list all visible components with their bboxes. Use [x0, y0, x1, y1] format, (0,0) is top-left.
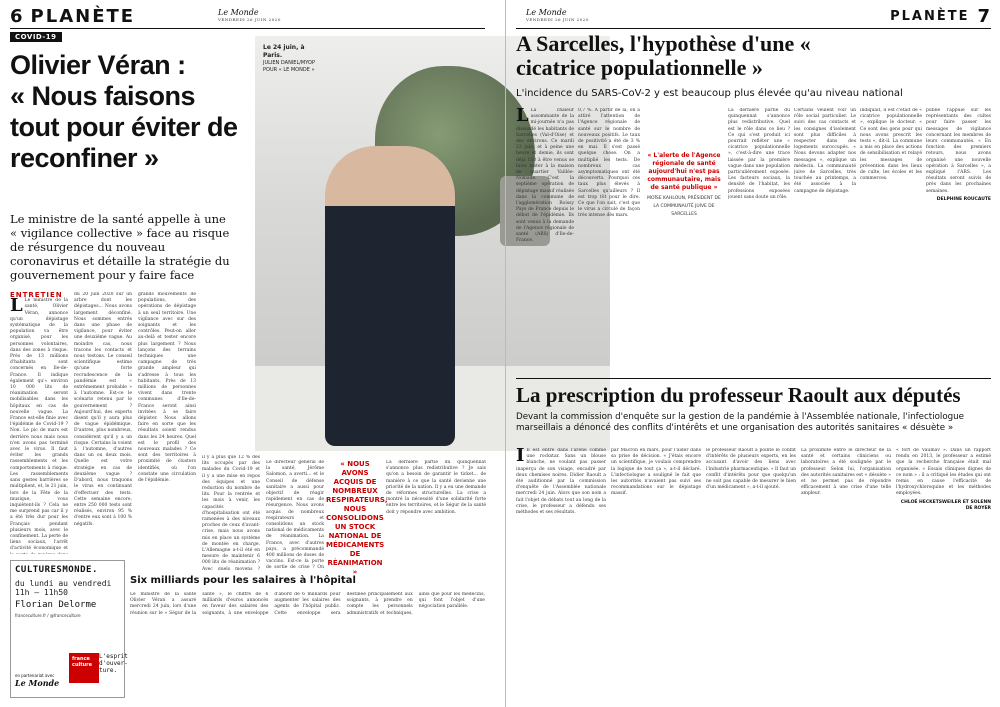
- box-text: [130, 592, 485, 697]
- header-rule: [10, 28, 485, 29]
- column-text: La dernière partie du quinquennat s'annonce plus redistributive ? Je sais qu'on a besoin de garantir le ticket... de manière à ce que la santé devienne une priorité de la nation. Il y a eu une demande de réformes structurelles. La crise a montré la nécessité d'une solidarité forte entre les territoires, et le Ségur de la santé doit y répondre avec ambition.: [386, 460, 486, 515]
- column-text: il y a plus que 12 % des lits occupés par des malades du Covid-19 et il y a une mise en repos des équipes et une reduction du nombre de lits. Pour la rentrée et les mois à venir, les capacités d'hospitalisation ont été ramenées à des niveaux proches de ceux d'avant-crise, mais nous avons mis en place un système de montée en charge. L'Allemagne a-t-il été en mesure de maintenir 6 000 lits de réanimation ? Avec quels moyens ?: [202, 455, 260, 570]
- ad-brand: CULTURESMONDE.: [15, 565, 98, 575]
- ad-host: Florian Delorme: [15, 600, 97, 610]
- raoult-column-5: [896, 448, 991, 700]
- interview-label: ENTRETIEN: [10, 292, 63, 299]
- masthead-date: VENDREDI 26 JUIN 2020: [218, 17, 281, 22]
- column-text: du 20 juin 2020 sur un arbre dont les dépistages... Nous avons largement déconfiné. Nous sommes entrés dans une phase de vigilance, pour éviter une deuxième vague. Au moindre cas, nous tracons les contacts et nous testons. Le conseil scientifique estime qu'une forte recrudescence de la pandémie est « extrêmement probable » à l'automne. Est-ce le scénario retenu par le gouvernement ? Aujourd'hui, des experts disent qu'il y aura plus de vague épidémique. D'autres, plus nombreux, considèrent qu'il y a un risque. Certains la voient à l'automne, d'autres dans un ou deux mois. Quelle est votre stratégie en cas de deuxième vague ? D'abord, nous traquons le virus en continuant d'effectuer des tests. Cette semaine encore, entre 250 000 tests sont réalisés, environ 95 % d'entre eux sont à 100 % négatifs.: [74, 292, 132, 527]
- sarcelles-column-6: [926, 108, 991, 373]
- sarcelles-column-2: [578, 108, 640, 373]
- raoult-column-2: [611, 448, 701, 700]
- ad-partner: [15, 673, 59, 688]
- byline: CHLOÉ HECKETSWEILER ET SOLENN DE ROYER: [900, 499, 991, 511]
- right-header: [890, 6, 990, 26]
- masthead-right: [526, 8, 589, 22]
- raoult-column-1: I Il est entré dans l'arène comme une rockstar. Sans un blouse blanche, ne voulant pas passer inaperçu de son visage, encadré par deux chemises noires. Didier Raoult a été auditionné par la commission d'enquête de l'Assemblée nationale mercredi 24 juin. Alors que son nom a fait l'objet de débats tout au long de la crise, le professeur a défendu ses méthodes et ses résultats.: [516, 448, 606, 516]
- headline-sarcelles: A Sarcelles, l'hypothèse d'une « cicatrice populationnelle »: [516, 31, 811, 80]
- deck: Le ministre de la santé appelle à une « vigilance collective » face au risque de résurgence du nouveau coronavirus et détaille la stratégie du gouvernement pour y faire face: [10, 212, 230, 282]
- column-text: par Macron en mars, pour l'aider dans sa prise de décision. « J'étais encore un scientifique, je voulais comprendre la logique de tout ça », a-t-il déclaré. L'infectiologue a souligné le fait que les autorités n'avaient pas suivi ses recommandations sur le dépistage massif.: [611, 448, 701, 497]
- deck-sarcelles: L'incidence du SARS-CoV-2 y est beaucoup plus élevée qu'au niveau national: [516, 88, 903, 99]
- masthead-logo: Le Monde: [526, 8, 567, 17]
- header-rule: [516, 28, 991, 29]
- column-text: Certains veulent voir un rôle social particulier. Le suivi des cas contacts et les consignes d'isolement sont plus difficiles à respecter dans des logements suroccupés. « Nous devons adapter nos messages », explique un médecin. La communauté juive de Sarcelles, très touchée au printemps, a été associée à la campagne de dépistage.: [794, 108, 856, 194]
- article-separator: [516, 378, 991, 379]
- photo-credit: JULIEN DANIEL/MYOP POUR « LE MONDE »: [263, 60, 315, 73]
- raoult-column-3: [706, 448, 796, 700]
- box-text-content: Le ministre de la santé Olivier Véran a assuré mercredi 24 juin, lors d'une réunion sur le « Ségur de la santé », le chiffre de 6 milliards d'euros annoncés en faveur des salaires des soignants, à une enveloppe d'abord de 6 milliards pour augmenter les salaires des agents de l'hôpital public. Cette enveloppe sera destinée principalement aux soignants, à prendre en compte les personnels administratifs et techniques, ainsi que pour les médecins, qui font l'objet d'une négociation parallèle.: [130, 592, 485, 616]
- column-text: « fort de Vaulnav ». Dans un rapport rendu en 2013, le professeur a estimé que la recherche française était mal organisée. « Essais cliniques dignes de ce nom » : il a critiqué les études qui ont remis en cause l'efficacité de l'hydroxychloroquine et les méthodes employées.: [896, 448, 991, 497]
- sarcelles-column-3: [728, 108, 790, 373]
- article-column-6: [386, 460, 486, 570]
- masthead-date: VENDREDI 26 JUIN 2020: [526, 17, 589, 22]
- ad-partner-logo: Le Monde: [15, 678, 60, 688]
- sarcelles-column-4: [794, 108, 856, 373]
- column-text: Le directeur général de la santé, Jérôme Salomon, a averti... et le Conseil de défense sanitaire a aussi pour objectif de réagir rapidement en cas de résurgence. Nous avons acquis de nombreux respirateurs et consolidons un stock national de médicaments de réanimation. La France, avec d'autres pays, a précommandé 400 millions de doses de vaccins. Est-ce la porte de sortie de crise ? On: [266, 460, 324, 570]
- pull-quote-text: « L'alerte de l'Agence régionale de santé aujourd'hui n'est pas communautaire, mais de santé publique »: [647, 152, 721, 191]
- page-number: 6: [10, 5, 23, 27]
- raoult-column-4: [801, 448, 891, 700]
- article-column-2: [74, 292, 132, 554]
- pull-quote-source: MOÏSE KAHLOUN, PRÉSIDENT DE LA COMMUNAUTÉ JUIVE DE SARCELLES: [647, 196, 721, 217]
- column-text: indiquait, il est c'était de « cicatrice populationnelle », explique le docteur. « Ce sont des gens pour qui nous avons prescrit les tests », dit-il. La commune a mis en place des actions de sensibilisation et relayé les messages de prévention dans les lieux de culte, les écoles et les commerces.: [860, 108, 922, 182]
- pull-quote-sarcelles: [644, 152, 724, 219]
- section-rubric: PLANÈTE: [890, 8, 970, 24]
- station-logo: france culture: [69, 653, 99, 683]
- section-rubric: PLANÈTE: [30, 5, 136, 27]
- column-text: La chaleur assommante de la mi-journée n'a pas dissuadé les habitants de Sarcelles (Val-d'Oise) et des environs. Ce mardi 23 juin, et à peine une heure et demie, ils sont déjà 150 à être venus se faire tester à la maison de quartier Vaillée-Nomade. C'est la septième opération de dépistage massif réalisée dans la commune de l'agglomération Roissy Pays de France depuis le début de l'épidémie. Ils sont venus à la demande de l'Agence régionale de santé (ARS) d'Ile-de-France.: [516, 108, 574, 244]
- deck-raoult: Devant la commission d'enquête sur la gestion de la pandémie à l'Assemblée nationale, l'infectiologue marseillais a dénoncé des conflits d'intérêts et une organisation des autorités sanitaires « désuète »: [516, 412, 965, 433]
- article-column-1: ENTRETIEN L Le ministre de la santé, Olivier Véran, annonce qu'un dépistage systématique de la population va être organisé, pour les personnes volontaires, dans des zones à risque. Près de 13 millions d'habitants sont concernés en Ile-de-France. Il indique également qu'« environ 10 000 lits de réanimation seront mobilisables dans les hôpitaux en cas de nouvelle vague. La France est-elle finie avec l'épidémie de Covid-19 ? Non. Le pic de mars est derrière nous mais nous n'en avons pas terminé avec le virus. Il faut éviter les grands rassemblements et les comportements à risque. Les rassemblements sans gestes barrières se multiplient, et, le 21 juin, lors de la Fête de la musique, vous inquiètent-ils ? Cela ne me surprend pas car il y a été très dur pour les Français pendant plusieurs mois, avec le confinement. La perte de liens sociaux, l'arrêt d'activité économique et: [10, 292, 68, 554]
- masthead-logo: Le Monde: [218, 8, 259, 17]
- section-tag: COVID-19: [10, 32, 62, 42]
- column-text: La dernière partie du quinquennat s'annonce plus redistributive. Quel est le rôle dans ce lieu ? Ce qui s'est produit ici pourrait refléter une « cicatrice populationnelle », c'est-à-dire une trace laissée par la première vague dans une population particulièrement exposée. Les facteurs sociaux, la densité de l'habitat, les professions exposées jouent sans doute un rôle.: [728, 108, 790, 200]
- column-text: publié l'appuie sur les représentants des cultes pour faire passer les messages de vigilance concernant les membres de leurs communautés. « En fonction des premiers retours, nous avons organisé une nouvelle opération à Sarcelles », a expliqué l'ARS. Les résultats seront suivis de près dans les prochaines semaines.: [926, 108, 991, 194]
- column-text: 0,7 %. A partir de là, on a attiré l'attention de l'Agence régionale de santé sur le nombre de nouveaux positifs. Le taux de positivité a été de 3 % en mai. Il s'est passé quelque chose. On a multiplié les tests. De nombreux cas asymptomatiques ont été découverts. Pourquoi ces taux plus élevés à Sarcelles qu'ailleurs ? Il est trop tôt pour le dire. Ce que l'on sait, c'est que le virus a circulé de façon très intense dès mars.: [578, 108, 640, 219]
- article-column-3: [138, 292, 196, 554]
- column-text: grands mouvements de populations, des opérations de dépistage à un seul territoire. Une vigilance avec sur des soignants et les contrôles. Peut-on aller au-delà et tester encore plus largement ? Nous lançons des terrains techniques une campagne de très grande ampleur qui s'adresse à tous les habitants. Près de 13 millions de personnes vivent dans trente communes d'Ile-de-France seront ainsi invitées à se faire dépister. Nous allons faire en sorte que les résultats soient rendus dans les 24 heures. Quel est le profil des nouveaux malades ? Ce sont des territoires à proximité de clusters identifiés, où l'on constate une circulation de l'épidémie.: [138, 292, 196, 484]
- ad-slogan: L'esprit d'ouver-ture.: [99, 653, 128, 674]
- ad-partner-label: en partenariat avec: [15, 673, 55, 678]
- byline: DELPHINE ROUCAUTE: [936, 196, 991, 202]
- column-text: Le ministre de la santé, Olivier Véran, annonce qu'un dépistage systématique de la population va être organisé, pour les personnes volontaires, dans des zones à risque. Près de 13 millions d'habitants sont concernés en Ile-de-France. Il indique également qu'« environ 10 000 lits de réanimation seront mobilisables dans les hôpitaux en cas de nouvelle vague. La France est-elle finie avec l'épidémie de Covid-19 ? Non. Le pic de mars est derrière nous mais nous n'en avons pas terminé avec le virus. Il faut éviter les grands rassemblements et les comportements à risque. Les rassemblements sans gestes barrières se multiplient, et, le 21 juin, lors de la Fête de la musique, vous inquiètent-ils ? Cela ne me surprend pas car il y a été très dur pour les Français pendant plusieurs mois, avec le confinement. La perte de liens sociaux, l'arrêt d'activité économique et: [10, 298, 68, 552]
- headline-quote: « Nous faisons tout pour éviter de reconfiner »: [10, 81, 238, 173]
- column-text: le professeur Raoult a pointé le conflit d'intérêts de plusieurs experts, en les accusant d'avoir des liens avec l'industrie pharmaceutique. « Il faut un conflit d'intérêts pour que quelqu'un ne soit pas capable de mesurer le bien d'un médicament », a-t-il ajouté.: [706, 448, 796, 491]
- ad-site: franceculture.fr / @franceculture: [15, 613, 81, 618]
- radio-ad: [10, 560, 128, 698]
- left-page: [0, 0, 495, 707]
- article-column-5: [266, 460, 324, 570]
- pull-quote: « NOUS AVONS ACQUIS DE NOMBREUX RESPIRATEURS, NOUS CONSOLIDONS UN STOCK NATIONAL DE MÉDICAMENTS DE RÉANIMATION »: [326, 460, 388, 576]
- photo-caption-date: Le 24 juin, à Paris.: [263, 44, 305, 59]
- column-text: Il est entré dans l'arène comme une rockstar. Sans un blouse blanche, ne voulant pas passer inaperçu de son visage, encadré par deux chemises noires. Didier Raoult a été auditionné par la commission d'enquête de l'Assemblée nationale mercredi 24 juin. Alors que son nom a fait l'objet de débats tout au long de la crise, le professeur a défendu ses méthodes et ses résultats.: [516, 448, 606, 516]
- ad-schedule: du lundi au vendredi 11h – 11h50: [15, 579, 112, 597]
- sarcelles-column-5: [860, 108, 922, 373]
- headline-raoult: La prescription du professeur Raoult aux députés: [516, 383, 961, 407]
- headline: [10, 50, 245, 174]
- photo-caption: [263, 44, 323, 74]
- article-column-4: [202, 455, 260, 570]
- box-headline: Six milliards pour les salaires à l'hôpital: [130, 575, 356, 586]
- page-number: 7: [977, 5, 990, 27]
- right-page: [505, 0, 1000, 707]
- headline-name: Olivier Véran :: [10, 50, 186, 80]
- sarcelles-column-1: L La chaleur assommante de la mi-journée n'a pas dissuadé les habitants de Sarcelles (Val-d'Oise) et des environs. Ce mardi 23 juin, et à peine une heure et demie, ils sont déjà 150 à être venus se faire tester à la maison de quartier Vaillée-Nomade. C'est la septième opération de dépistage massif réalisée dans la commune de l'agglomération Roissy Pays de France depuis le début de l'épidémie. Ils sont venus à la demande de l'Agence régionale de santé (ARS) d'Ile-de-France.: [516, 108, 574, 244]
- masthead: [218, 8, 281, 22]
- column-text: La proximité entre le directeur de la santé et certains cliniciens ou laboratoires a été soulignée par le professeur. Selon lui, l'organisation des autorités sanitaires est « désuète » et ne permet pas de répondre efficacement à une crise d'une telle ampleur.: [801, 448, 891, 497]
- person-silhouette: [325, 146, 455, 446]
